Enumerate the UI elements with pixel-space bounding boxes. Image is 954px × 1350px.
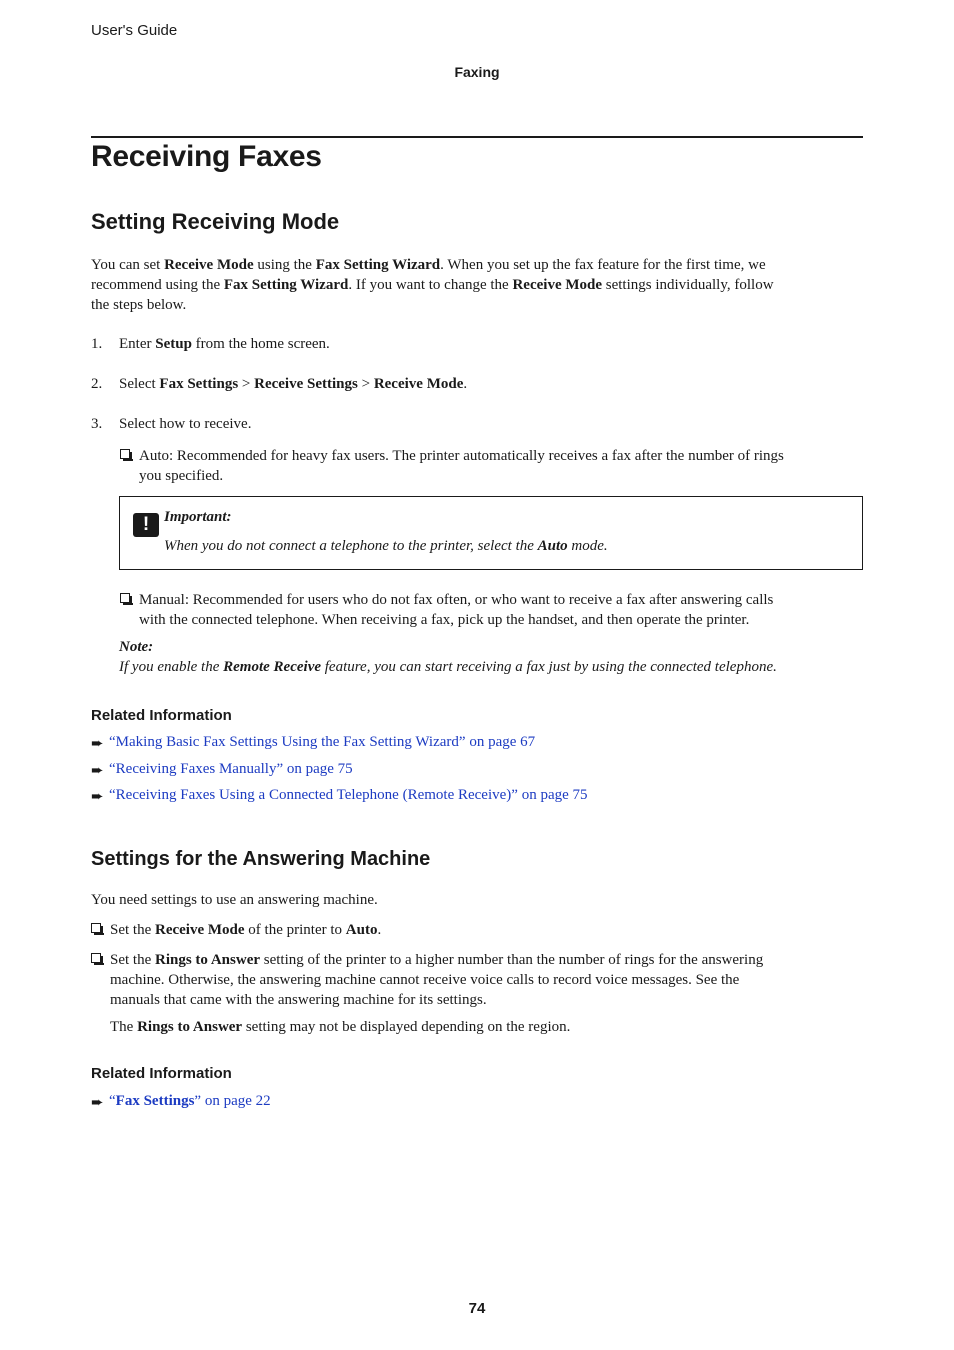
section-heading-answering-machine: Settings for the Answering Machine (91, 848, 431, 870)
step-1 (91, 336, 791, 356)
important-notice-box (119, 496, 863, 570)
option-manual-text: Manual: Recommended for users who do not fax often, or who want to receive a fax after answering calls with the connected telephone. When receiving a fax, pick up the handset, and then operate the printer. (139, 592, 774, 628)
link-text[interactable]: “Receiving Faxes Using a Connected Telephone (Remote Receive)” on page 75 (109, 787, 588, 803)
bullet-text: Set the Rings to Answer setting of the printer to a higher number than the number of rings for the answering machine. Otherwise, the answering machine cannot receive voice calls to record voice messages. See the manuals that came with the answering machine for its settings. (110, 952, 764, 1008)
important-title: Important: (164, 509, 232, 525)
title-rule (91, 136, 863, 138)
related-information-heading: Related Information (91, 707, 232, 724)
related-link-fax-setting-wizard[interactable] (91, 734, 791, 754)
related-link-fax-settings[interactable] (91, 1093, 491, 1113)
checkbox-bullet-icon (91, 923, 101, 933)
option-auto-text: Auto: Recommended for heavy fax users. The printer automatically receives a fax after the number of rings you specified. (139, 448, 784, 484)
note-title: Note: (119, 639, 154, 655)
rings-to-answer-note: The Rings to Answer setting may not be displayed depending on the region. (110, 1019, 571, 1035)
link-text[interactable]: “Making Basic Fax Settings Using the Fax Setting Wizard” on page 67 (109, 734, 536, 750)
step-number: 3. (91, 416, 103, 432)
arrow-right-icon: ➨ (91, 1093, 104, 1111)
link-text[interactable]: “Fax Settings” on page 22 (109, 1093, 271, 1109)
bullet-receive-mode (91, 920, 863, 940)
step-number: 1. (91, 336, 103, 352)
page-title: Receiving Faxes (91, 140, 322, 173)
arrow-right-icon: ➨ (91, 761, 104, 779)
answering-intro: You need settings to use an answering machine. (91, 892, 378, 908)
checkbox-bullet-icon (120, 449, 130, 459)
link-text[interactable]: “Receiving Faxes Manually” on page 75 (109, 761, 353, 777)
step-text: Select how to receive. (119, 416, 252, 432)
option-auto (120, 446, 863, 486)
important-text: When you do not connect a telephone to the printer, select the Auto mode. (164, 538, 608, 554)
step-text: Enter Setup from the home screen. (119, 336, 330, 352)
exclamation-icon: ! (133, 513, 159, 537)
bullet-rings-to-answer (91, 950, 863, 1010)
checkbox-bullet-icon (91, 953, 101, 963)
step-2 (91, 376, 791, 396)
related-link-receiving-manually[interactable] (91, 761, 791, 781)
related-link-remote-receive[interactable] (91, 787, 791, 807)
intro-paragraph: You can set Receive Mode using the Fax Setting Wizard. When you set up the fax feature for the first time, we recommend using the Fax Setting Wizard. If you want to change the Receive Mode settings individually, follow the steps below. (91, 257, 774, 313)
step-number: 2. (91, 376, 103, 392)
arrow-right-icon: ➨ (91, 734, 104, 752)
step-3 (91, 416, 791, 436)
chapter-heading: Faxing (454, 64, 500, 80)
checkbox-bullet-icon (120, 593, 130, 603)
step-text: Select Fax Settings > Receive Settings > Receive Mode. (119, 376, 468, 392)
option-manual (120, 590, 863, 630)
related-information-heading: Related Information (91, 1065, 232, 1082)
document-title: User's Guide (91, 22, 178, 39)
bullet-text: Set the Receive Mode of the printer to Auto. (110, 922, 382, 938)
page-number: 74 (468, 1300, 486, 1317)
note-text: If you enable the Remote Receive feature, you can start receiving a fax just by using the connected telephone. (119, 659, 777, 675)
section-heading-receiving-mode: Setting Receiving Mode (91, 209, 340, 234)
arrow-right-icon: ➨ (91, 787, 104, 805)
